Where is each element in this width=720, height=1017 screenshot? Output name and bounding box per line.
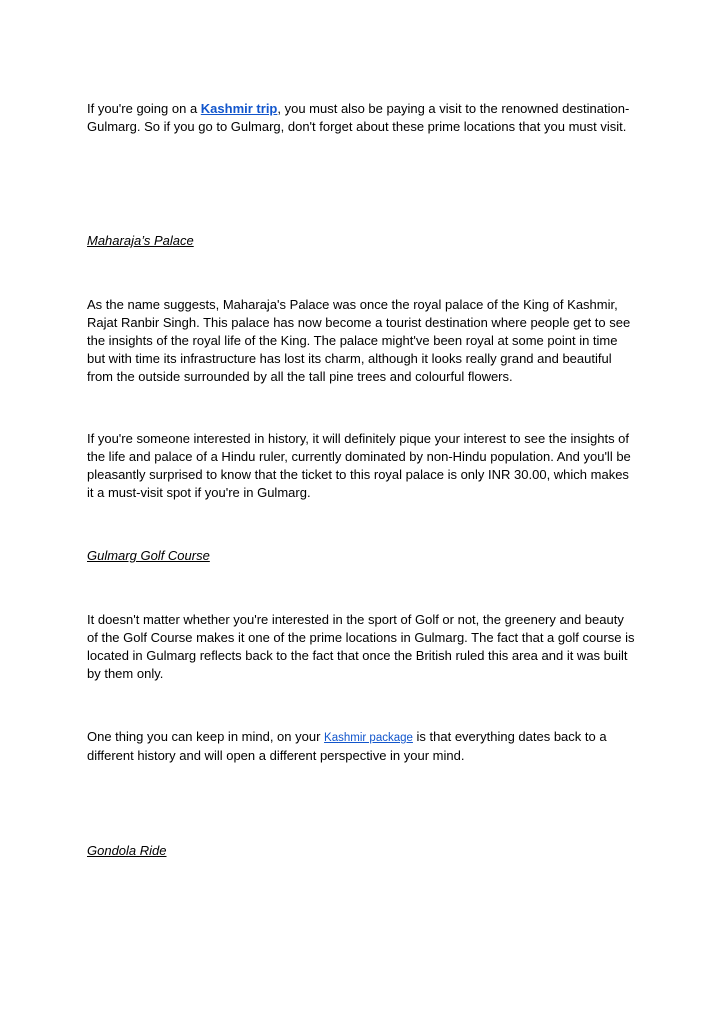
intro-paragraph bbox=[87, 100, 637, 136]
paragraph-text: As the name suggests, Maharaja's Palace was once the royal palace of the King of Kashmir, Rajat Ranbir Singh. This palace has now become a tourist destination where people get to see the insights of the royal life of the King. The palace might've been royal at some point in time but with time its infrastructure has lost its charm, although it looks really grand and beautiful from the outside surrounded by all the tall pine trees and colourful flowers. bbox=[87, 297, 631, 384]
kashmir-package-link[interactable]: Kashmir package bbox=[324, 732, 413, 744]
package-text-after: is that everything dates back to a different history and will open a different perspective in your mind. bbox=[87, 729, 607, 763]
kashmir-trip-link[interactable]: Kashmir trip bbox=[200, 101, 278, 116]
maharajas-palace-paragraph-1 bbox=[87, 296, 637, 386]
paragraph-text: If you're someone interested in history, it will definitely pique your interest to see the insights of the life and palace of a Hindu ruler, currently dominated by non-Hindu population. And you'll be pleasantly surprised to know that the ticket to this royal palace is only INR 30.00, which makes it a must-visit spot if you're in Gulmarg. bbox=[87, 431, 631, 500]
heading-golf-course-block bbox=[87, 547, 637, 565]
paragraph-text: It doesn't matter whether you're interested in the sport of Golf or not, the greenery and beauty of the Golf Course makes it one of the prime locations in Gulmarg. The fact that a golf course is located in Gulmarg reflects back to the fact that once the British ruled this area and it was built by them only. bbox=[87, 612, 635, 681]
heading-golf-course: Gulmarg Golf Course bbox=[87, 548, 210, 563]
intro-text-after: , you must also be paying a visit to the renowned destination- Gulmarg. So if you go to Gulmarg, don't forget about these prime locations that you must visit. bbox=[87, 101, 630, 134]
heading-gondola-ride: Gondola Ride bbox=[87, 843, 167, 858]
intro-text-before: If you're going on a bbox=[87, 101, 201, 116]
package-text-before: One thing you can keep in mind, on your bbox=[87, 729, 325, 744]
golf-course-paragraph-2 bbox=[87, 728, 637, 765]
heading-gondola-ride-block bbox=[87, 842, 637, 860]
golf-course-paragraph-1 bbox=[87, 611, 637, 683]
maharajas-palace-paragraph-2 bbox=[87, 430, 637, 502]
heading-maharajas-palace-block bbox=[87, 232, 637, 250]
heading-maharajas-palace: Maharaja’s Palace bbox=[87, 233, 194, 248]
